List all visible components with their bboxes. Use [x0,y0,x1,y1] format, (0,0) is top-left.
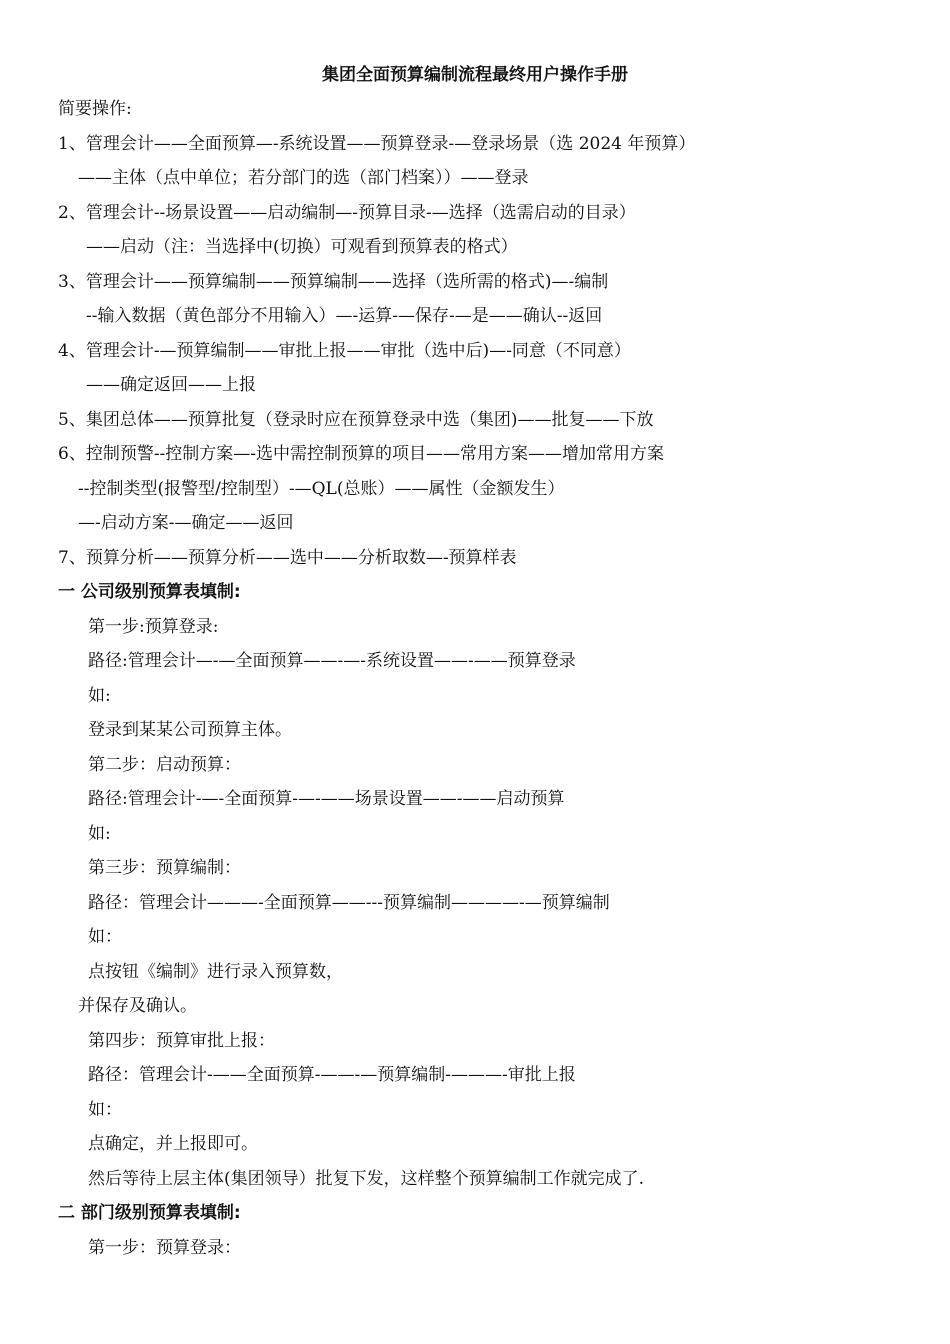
section-1-step-4: 第四步：预算审批上报： [88,1030,275,1051]
section-1-step-3-description-2: 并保存及确认。 [78,996,197,1016]
section-1-step-1-example: 如: [88,685,111,706]
section-1-step-3-path: 路径：管理会计———-全面预算——---预算编制————-—预算编制 [88,892,610,913]
section-1-heading: 一 公司级别预算表填制: [58,582,241,602]
section-1-step-1-description: 登录到某某公司预算主体。 [88,720,292,740]
section-1-step-2-example: 如: [88,823,111,844]
summary-step-4-continued: ——确定返回——上报 [86,375,256,395]
summary-step-2-continued: ——启动（注：当选择中(切换）可观看到预算表的格式） [86,237,518,257]
summary-step-4: 4、管理会计-—预算编制——审批上报——审批（选中后)—-同意（不同意） [58,340,631,361]
section-1-step-4-description-2: 然后等待上层主体(集团领导）批复下发，这样整个预算编制工作就完成了. [88,1168,645,1189]
summary-step-5: 5、集团总体——预算批复（登录时应在预算登录中选（集团)——批复——下放 [58,409,654,430]
section-1-step-1: 第一步:预算登录: [88,616,219,637]
summary-step-1: 1、管理会计——全面预算—-系统设置——预算登录-—登录场景（选 2024 年预算） [58,133,696,154]
summary-step-6-continued-1: --控制类型(报警型/控制型）-—QL(总账）——属性（金额发生） [78,478,565,499]
section-1-step-4-path: 路径：管理会计-——全面预算-——-—预算编制-———-审批上报 [88,1065,576,1085]
summary-step-6-continued-2: —-启动方案-—确定——返回 [78,513,294,533]
document-title: 集团全面预算编制流程最终用户操作手册 [322,65,628,85]
section-1-step-2-path: 路径:管理会计-—-全面预算-—-——场景设置——-——启动预算 [88,789,565,809]
summary-step-7: 7、预算分析——预算分析——选中——分析取数—-预算样表 [58,547,517,568]
section-1-step-2: 第二步：启动预算： [88,754,241,775]
summary-step-3-continued: --输入数据（黄色部分不用输入）—-运算-—保存-—是——确认--返回 [86,306,603,326]
section-2-step-1: 第一步：预算登录： [88,1237,241,1258]
section-2-heading: 二 部门级别预算表填制: [58,1203,241,1223]
section-1-step-4-example: 如： [88,1099,122,1120]
summary-step-2: 2、管理会计--场景设置——启动编制—-预算目录-—选择（选需启动的目录） [58,202,636,223]
summary-step-1-continued: ——主体（点中单位；若分部门的选（部门档案））——登录 [78,168,529,188]
document-body [0,96,950,1269]
summary-heading: 简要操作: [58,99,132,119]
section-1-step-4-description-1: 点确定，并上报即可。 [88,1134,258,1154]
summary-step-3: 3、管理会计——预算编制——预算编制——选择（选所需的格式)—-编制 [58,271,609,292]
section-1-step-3-example: 如： [88,927,122,947]
section-1-step-3: 第三步：预算编制： [88,858,241,878]
section-1-step-1-path: 路径:管理会计—-—全面预算——-—-系统设置——-——预算登录 [88,651,576,671]
section-1-step-3-description-1: 点按钮《编制》进行录入预算数， [88,961,343,982]
summary-step-6: 6、控制预警--控制方案—-选中需控制预算的项目——常用方案——增加常用方案 [58,444,665,464]
